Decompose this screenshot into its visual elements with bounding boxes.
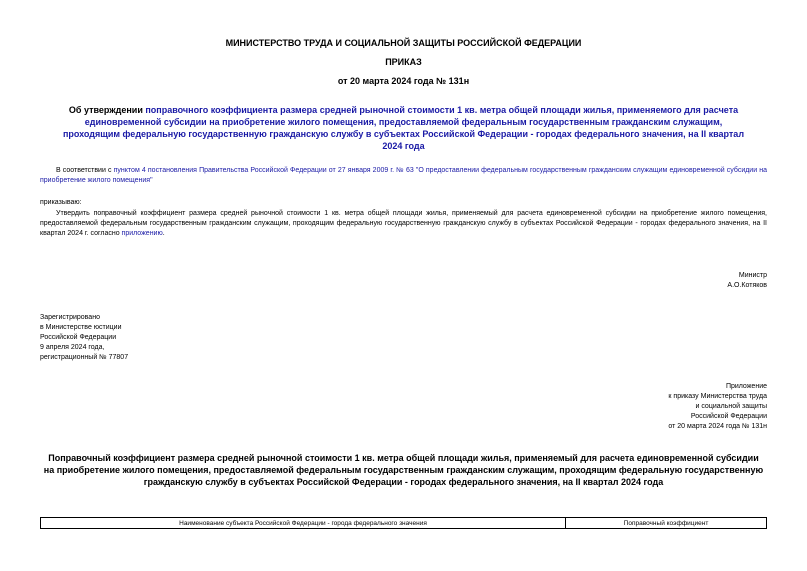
appendix-line: от 20 марта 2024 года № 131н bbox=[668, 423, 767, 430]
registration-line: регистрационный № 77807 bbox=[40, 354, 129, 361]
registration-block bbox=[40, 313, 128, 363]
table-header-coefficient: Поправочный коэффициент bbox=[566, 518, 767, 529]
basis-paragraph bbox=[40, 166, 767, 186]
date-number: от 20 марта 2024 года № 131н bbox=[337, 76, 470, 86]
registration-line: Российской Федерации bbox=[40, 334, 117, 341]
title-prefix: Об утверждении bbox=[68, 105, 146, 115]
table-header-region: Наименование субъекта Российской Федерации - города федерального значения bbox=[41, 518, 566, 529]
appendix-link[interactable]: приложению bbox=[121, 230, 163, 237]
registration-line: Зарегистрировано bbox=[40, 314, 100, 321]
appendix-line: Российской Федерации bbox=[690, 413, 767, 420]
document-title bbox=[62, 104, 745, 152]
registration-line: 9 апреля 2024 года, bbox=[40, 344, 105, 351]
table-header-row bbox=[41, 518, 767, 529]
registration-line: в Министерстве юстиции bbox=[40, 324, 122, 331]
appendix-title: Поправочный коэффициент размера средней рыночной стоимости 1 кв. метра общей площади жилья, применяемый для расчета единовременной субсидии на приобретение жилого помещения, предоставляемой федеральным государственным гражданским служащим, проходящим федеральную государственную гражданскую службу в субъектах Российской Федерации - городах федерального значения, на II квартал 2024 года bbox=[43, 453, 764, 487]
order-word: приказываю: bbox=[40, 199, 82, 206]
appendix-line: к приказу Министерства труда bbox=[668, 393, 767, 400]
signature-name: А.О.Котяков bbox=[727, 282, 767, 289]
ministry-heading: МИНИСТЕРСТВО ТРУДА И СОЦИАЛЬНОЙ ЗАЩИТЫ РОССИЙСКОЙ ФЕДЕРАЦИИ bbox=[225, 38, 582, 48]
appendix-line: Приложение bbox=[725, 383, 767, 390]
title-link[interactable]: поправочного коэффициента размера средней рыночной стоимости 1 кв. метра общей площади жилья, применяемого для расчета единовременной субсидии на приобретение жилого помещения, предоставляемой федеральным государственным гражданским служащим, проходящим федеральную государственную гражданскую службу в субъектах Российской Федерации - городах федерального значения, на II квартал 2024 года bbox=[62, 105, 745, 151]
appendix-header bbox=[668, 382, 767, 432]
decision-end: . bbox=[162, 230, 165, 237]
appendix-line: и социальной защиты bbox=[695, 403, 767, 410]
decision-text: Утвердить поправочный коэффициент размера средней рыночной стоимости 1 кв. метра общей площади жилья, применяемый для расчета единовременной субсидии на приобретение жилого помещения, предоставляемой федеральным государственным гражданским служащим, проходящим федеральную государственную гражданскую службу в субъектах Российской Федерации - городах федерального значения, на II квартал 2024 г. согласно bbox=[40, 210, 767, 237]
decision-paragraph bbox=[40, 209, 767, 239]
signature-position: Министр bbox=[738, 272, 767, 279]
doc-type-heading: ПРИКАЗ bbox=[385, 57, 422, 67]
signature-block bbox=[727, 271, 767, 291]
basis-prefix: В соответствии с bbox=[56, 167, 114, 174]
coefficient-table bbox=[40, 517, 767, 529]
basis-link[interactable]: пунктом 4 постановления Правительства Российской Федерации от 27 января 2009 г. № 63 "О предоставлении федеральным государственным гражданским служащим единовременной субсидии на приобретение жилого помещения" bbox=[40, 167, 768, 184]
